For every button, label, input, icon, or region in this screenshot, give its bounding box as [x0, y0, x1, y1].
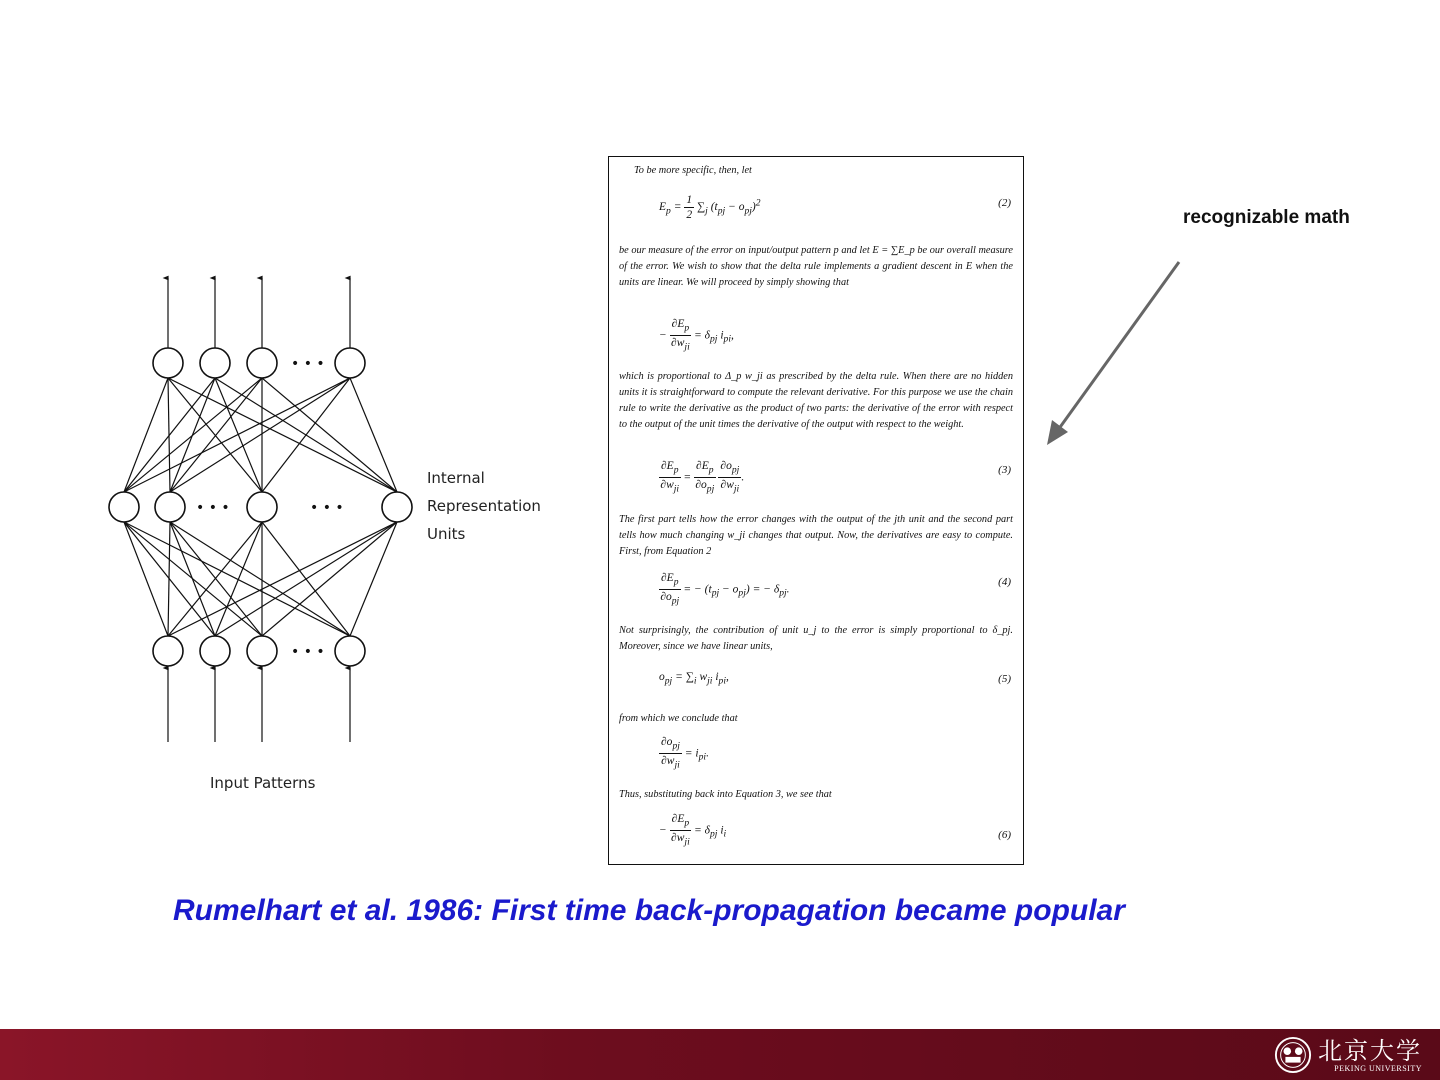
input-unit	[200, 636, 230, 666]
equation-5: $o_{pj} = \sum_i$ $w_{ji}$ $i_{pi}$,	[659, 671, 729, 687]
paper-paragraph: Thus, substituting back into Equation 3, we see that	[619, 789, 832, 800]
equation-number: (2)	[998, 197, 1011, 209]
network-units	[109, 348, 412, 666]
ellipsis-dots: • • •	[291, 644, 325, 660]
output-unit	[153, 348, 183, 378]
footer-bar	[0, 1029, 1440, 1080]
output-unit	[335, 348, 365, 378]
label-line-1: Internal	[427, 469, 485, 487]
ellipsis-dots: • • •	[310, 500, 344, 516]
connection-line	[350, 522, 397, 636]
connection-line	[124, 522, 350, 636]
equation-3: $\frac{\partial E_p}{\partial w_{ji}}$ = $\frac{\partial E_p}{\partial o_{pj}}$ $\frac{\partial o_{pj}}{\partial w_{ji}}$ .	[660, 460, 745, 495]
logo-chinese-text: 北京大学	[1318, 1036, 1422, 1065]
ellipsis-dots: • • •	[196, 500, 230, 516]
logo-english-text: PEKING UNIVERSITY	[1334, 1063, 1422, 1073]
input-unit	[247, 636, 277, 666]
connection-line	[215, 378, 262, 492]
hidden-unit	[109, 492, 139, 522]
label-line-3: Units	[427, 525, 466, 543]
paper-paragraph: The first part tells how the error changes with the output of the jth unit and the second part tells how much changing w_ji changes that output. Now, the derivatives are easy to compute. First, from Equation 2	[619, 514, 1013, 557]
equation-6: − $\frac{\partial E_p}{\partial w_{ji}}$ = $\delta_{pj}$ $i_i$	[659, 813, 727, 848]
university-logo	[1274, 1033, 1422, 1077]
ellipsis-dots: • • •	[291, 356, 325, 372]
equation-number: (5)	[998, 673, 1011, 685]
paper-paragraph: Not surprisingly, the contribution of unit u_j to the error is simply proportional to δ_pj. Moreover, since we have linear units,	[619, 625, 1013, 652]
paper-paragraph: which is proportional to Δ_p w_ji as prescribed by the delta rule. When there are no hidden units it is straightforward to compute the relevant derivative. For this purpose we use the chain rule to write the derivative as the product of two parts: the derivative of the error with respect to the output of the unit times the derivative of the output with respect to the weight.	[619, 371, 1013, 430]
connection-line	[215, 378, 397, 492]
hidden-unit	[247, 492, 277, 522]
equation-output-derivative: $\frac{\partial o_{pj}}{\partial w_{ji}}$ = $i_{pi}$.	[661, 736, 709, 771]
equation-2: $E_p$ = $\frac{1}{2}$ $\sum_j$ $(t_{pj} - o_{pj})^2$	[659, 194, 761, 221]
input-unit	[335, 636, 365, 666]
paper-paragraph: be our measure of the error on input/output pattern p and let E = ∑E_p be our overall measure of the error. We wish to show that the delta rule implements a gradient descent in E when the units are linear. We will proceed by simply showing that	[619, 245, 1013, 288]
input-patterns-label: Input Patterns	[210, 774, 316, 792]
label-line-2: Representation	[427, 497, 541, 515]
hidden-unit	[382, 492, 412, 522]
equation-number: (6)	[998, 829, 1011, 841]
connection-line	[170, 378, 215, 492]
output-unit	[200, 348, 230, 378]
equation-4: $\frac{\partial E_p}{\partial o_{pj}}$ = − $(t_{pj} - o_{pj})$ = − $\delta_{pj}$.	[660, 572, 790, 607]
annotation-arrow-icon	[1040, 255, 1190, 450]
connection-line	[124, 378, 168, 492]
slide-caption: Rumelhart et al. 1986: First time back-propagation became popular	[173, 894, 1125, 927]
connection-line	[350, 378, 397, 492]
connection-line	[124, 522, 168, 636]
connection-line	[215, 522, 262, 636]
input-unit	[153, 636, 183, 666]
connection-line	[124, 378, 350, 492]
equation-gradient: − $\frac{\partial E_p}{\partial w_{ji}}$ = $\delta_{pj}$ $i_{pi}$,	[659, 318, 734, 353]
connection-line	[170, 522, 350, 636]
university-seal-icon	[1274, 1036, 1312, 1074]
paper-excerpt	[608, 156, 1024, 865]
internal-representation-label	[427, 464, 541, 548]
hidden-unit	[155, 492, 185, 522]
paper-paragraph: from which we conclude that	[619, 713, 738, 724]
paper-paragraph: To be more specific, then, let	[634, 165, 752, 176]
output-unit	[247, 348, 277, 378]
equation-number: (4)	[998, 576, 1011, 588]
annotation-label: recognizable math	[1183, 207, 1350, 228]
connection-line	[170, 378, 350, 492]
connection-line	[124, 522, 262, 636]
connection-line	[262, 522, 350, 636]
equation-number: (3)	[998, 464, 1011, 476]
